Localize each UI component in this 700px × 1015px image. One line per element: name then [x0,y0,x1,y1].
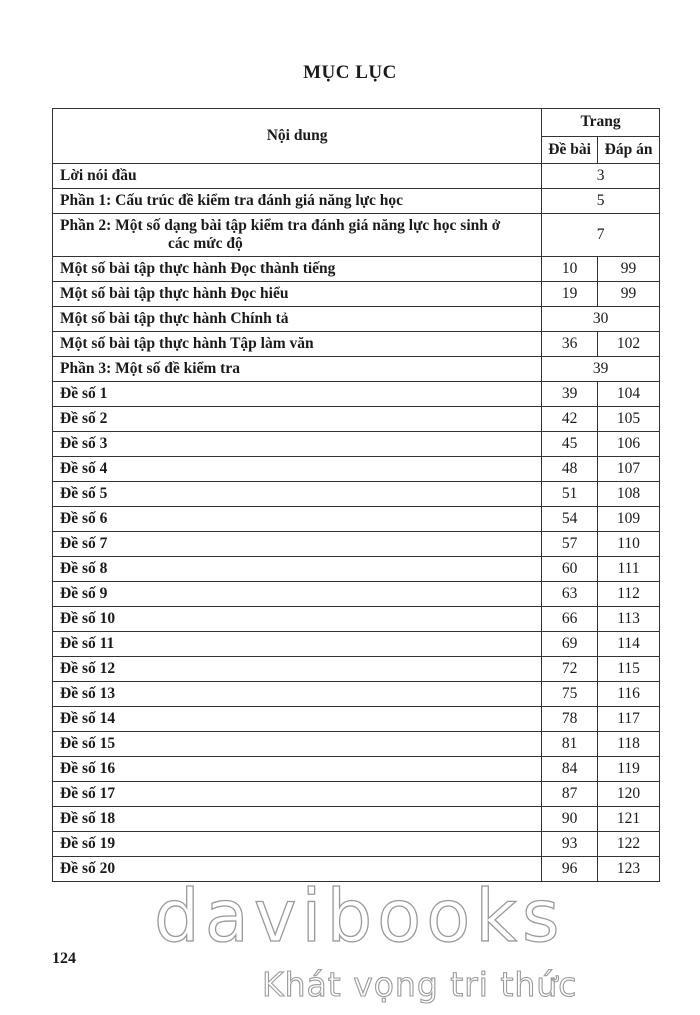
toc-row [53,632,660,657]
header-answer: Đáp án [598,136,660,164]
entry-exercise-page: 19 [542,282,598,307]
entry-exercise-page: 93 [542,832,598,857]
entry-answer-page: 120 [598,782,660,807]
header-row-1 [53,109,660,137]
entry-label: Đề số 4 [53,457,542,482]
entry-exercise-page: 54 [542,507,598,532]
toc-row [53,257,660,282]
entry-answer-page: 116 [598,682,660,707]
toc-row [53,382,660,407]
entry-exercise-page: 39 [542,382,598,407]
entry-label: Một số bài tập thực hành Đọc hiểu [53,282,542,307]
toc-row [53,707,660,732]
entry-answer-page: 108 [598,482,660,507]
entry-exercise-page: 42 [542,407,598,432]
entry-answer-page: 99 [598,282,660,307]
entry-label: Đề số 12 [53,657,542,682]
entry-exercise-page: 66 [542,607,598,632]
entry-exercise-page: 78 [542,707,598,732]
toc-row [53,607,660,632]
entry-answer-page: 112 [598,582,660,607]
toc-row [53,189,660,214]
entry-label: Đề số 5 [53,482,542,507]
toc-row [53,282,660,307]
entry-exercise-page: 57 [542,532,598,557]
page-number: 124 [52,950,76,967]
entry-label: Đề số 2 [53,407,542,432]
entry-label: Đề số 11 [53,632,542,657]
entry-answer-page: 110 [598,532,660,557]
watermark-tagline: Khát vọng tri thức [262,965,578,1004]
entry-label: Đề số 3 [53,432,542,457]
entry-label: Một số bài tập thực hành Tập làm văn [53,332,542,357]
entry-label: Một số bài tập thực hành Chính tả [53,307,542,332]
page-title: MỤC LỤC [303,62,397,83]
entry-label: Một số bài tập thực hành Đọc thành tiếng [53,257,542,282]
toc-row [53,507,660,532]
entry-page: 7 [542,214,660,257]
entry-page: 30 [542,307,660,332]
toc-row [53,432,660,457]
toc-row [53,332,660,357]
entry-label: Đề số 20 [53,857,542,882]
entry-label: Đề số 7 [53,532,542,557]
entry-label: Đề số 9 [53,582,542,607]
entry-label [53,214,542,257]
entry-exercise-page: 69 [542,632,598,657]
entry-label: Đề số 13 [53,682,542,707]
entry-answer-page: 115 [598,657,660,682]
toc-row [53,482,660,507]
entry-page: 39 [542,357,660,382]
entry-answer-page: 107 [598,457,660,482]
entry-answer-page: 113 [598,607,660,632]
toc-row [53,307,660,332]
entry-exercise-page: 45 [542,432,598,457]
toc-row [53,732,660,757]
entry-answer-page: 105 [598,407,660,432]
toc-row [53,757,660,782]
entry-exercise-page: 81 [542,732,598,757]
entry-answer-page: 117 [598,707,660,732]
entry-label: Đề số 19 [53,832,542,857]
test-list [53,382,660,882]
entry-answer-page: 121 [598,807,660,832]
entry-page: 5 [542,189,660,214]
toc-row [53,832,660,857]
entry-exercise-page: 87 [542,782,598,807]
entry-label-line2: các mức độ [168,235,243,252]
entry-label: Đề số 15 [53,732,542,757]
toc-row [53,782,660,807]
toc-row [53,682,660,707]
toc-row [53,532,660,557]
entry-label: Đề số 18 [53,807,542,832]
entry-exercise-page: 96 [542,857,598,882]
toc-row [53,807,660,832]
header-exercise: Đề bài [542,136,598,164]
toc-row [53,164,660,189]
entry-exercise-page: 60 [542,557,598,582]
entry-label-line1: Phần 2: Một số dạng bài tập kiểm tra đánh giá năng lực học sinh ở [60,217,501,234]
toc-row [53,557,660,582]
entry-label: Đề số 16 [53,757,542,782]
entry-label: Phần 1: Cấu trúc đề kiểm tra đánh giá năng lực học [53,189,542,214]
entry-exercise-page: 10 [542,257,598,282]
entry-answer-page: 122 [598,832,660,857]
entry-exercise-page: 48 [542,457,598,482]
header-content: Nội dung [53,109,542,164]
entry-answer-page: 109 [598,507,660,532]
entry-answer-page: 102 [598,332,660,357]
table-of-contents [52,108,660,882]
entry-answer-page: 114 [598,632,660,657]
entry-exercise-page: 84 [542,757,598,782]
entry-label: Đề số 6 [53,507,542,532]
entry-answer-page: 106 [598,432,660,457]
toc-row [53,357,660,382]
entry-answer-page: 119 [598,757,660,782]
entry-label: Lời nói đầu [53,164,542,189]
entry-label: Đề số 10 [53,607,542,632]
toc-row [53,214,660,257]
entry-answer-page: 111 [598,557,660,582]
entry-exercise-page: 75 [542,682,598,707]
toc-row [53,457,660,482]
entry-label: Đề số 1 [53,382,542,407]
entry-exercise-page: 72 [542,657,598,682]
entry-exercise-page: 51 [542,482,598,507]
entry-label: Đề số 17 [53,782,542,807]
toc-row [53,657,660,682]
entry-label: Đề số 14 [53,707,542,732]
toc-row [53,407,660,432]
entry-exercise-page: 36 [542,332,598,357]
header-page: Trang [542,109,660,137]
entry-answer-page: 104 [598,382,660,407]
entry-label: Phần 3: Một số đề kiểm tra [53,357,542,382]
entry-answer-page: 118 [598,732,660,757]
entry-exercise-page: 90 [542,807,598,832]
entry-answer-page: 99 [598,257,660,282]
entry-page: 3 [542,164,660,189]
entry-exercise-page: 63 [542,582,598,607]
toc-row [53,582,660,607]
entry-answer-page: 123 [598,857,660,882]
watermark-logo: davibooks [154,874,565,958]
entry-label: Đề số 8 [53,557,542,582]
